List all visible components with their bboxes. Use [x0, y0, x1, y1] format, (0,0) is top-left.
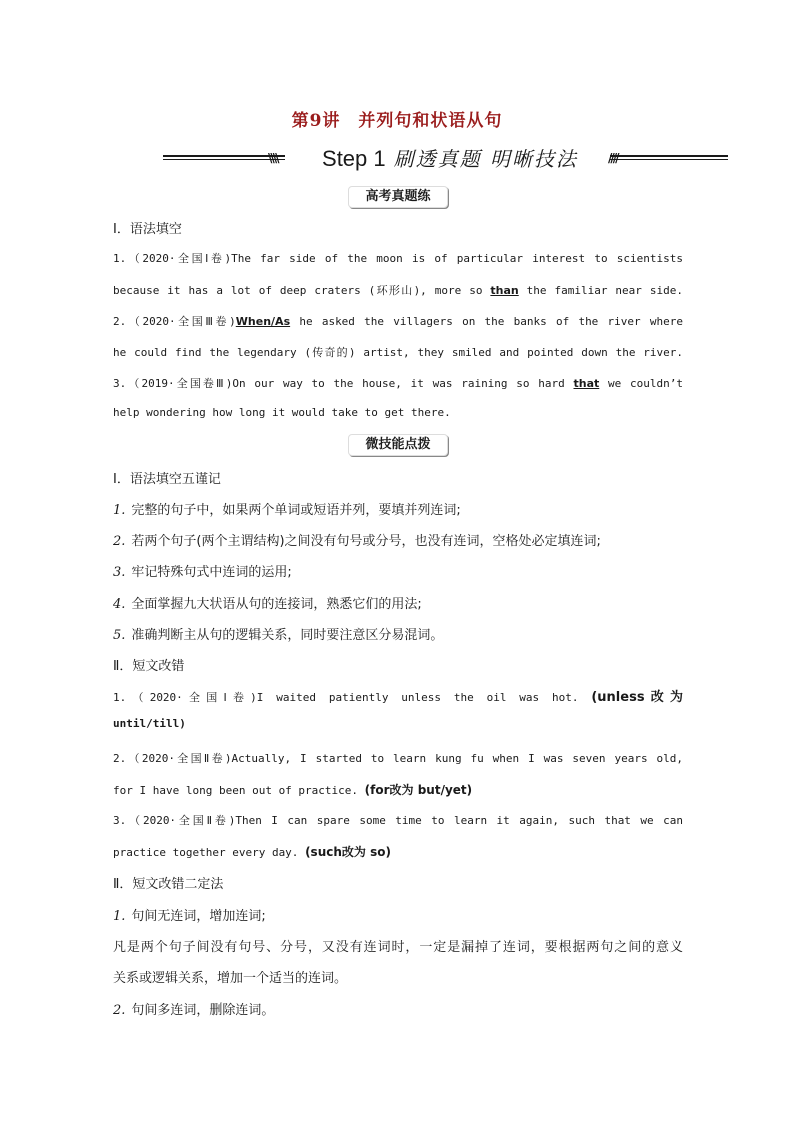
question-2-line-a: 2.（2020·全国Ⅲ卷)When/As he asked the villagers on the banks of the river where	[113, 315, 683, 328]
question-2-line-b: he could find the legendary (传奇的) artist, they smiled and pointed down the river.	[113, 346, 683, 359]
method-1-desc-b: 关系或逻辑关系，增加一个适当的连词。	[113, 971, 348, 986]
method-item: 2. 句间多连词，删除连词。	[113, 1003, 275, 1018]
tip-item: 4. 全面掌握九大状语从句的连接词，熟悉它们的用法;	[113, 597, 422, 612]
step-subtitle: 刷透真题 明晰技法	[393, 147, 578, 171]
tip-item: 1. 完整的句子中，如果两个单词或短语并列，要填并列连词;	[113, 503, 461, 518]
step-label: Step 1	[322, 146, 386, 171]
method-1-desc-a: 凡是两个句子间没有句号、分号，又没有连词时，一定是漏掉了连词，要根据两句之间的意义	[113, 940, 683, 955]
answer-when-as: When/As	[235, 315, 291, 328]
section-heading-grammar-fill: Ⅰ．语法填空	[113, 222, 182, 237]
answer-than: than	[490, 284, 519, 297]
section-heading-error-correction: Ⅱ．短文改错	[113, 659, 185, 674]
section-box-micro-skills: 微技能点拨	[348, 434, 448, 456]
error-3-line-a: 3.（2020·全国Ⅱ卷)Then I can spare some time to learn it again, such that we can	[113, 814, 683, 827]
hatch-left-icon: \\\\	[268, 151, 278, 165]
step-heading	[300, 143, 600, 172]
section-heading-five-rules: Ⅰ．语法填空五谨记	[113, 472, 221, 487]
step-rule-left	[163, 155, 285, 162]
step-rule-right	[610, 155, 728, 162]
section-heading-two-methods: Ⅱ．短文改错二定法	[113, 877, 224, 892]
question-3-line-b: help wondering how long it would take to get there.	[113, 406, 451, 419]
question-1-line-a: 1.（2020·全国Ⅰ卷)The far side of the moon is of particular interest to scientists	[113, 252, 683, 265]
tip-item: 2. 若两个句子(两个主谓结构)之间没有句号或分号，也没有连词，空格处必定填连词;	[113, 534, 601, 549]
method-item: 1. 句间无连词，增加连词;	[113, 909, 266, 924]
error-1-line-b: until/till)	[113, 717, 186, 730]
hatch-right-icon: ////	[608, 151, 618, 165]
question-3-line-a: 3.（2019·全国卷Ⅲ)On our way to the house, it was raining so hard that we couldn’t	[113, 377, 683, 390]
tip-item: 5. 准确判断主从句的逻辑关系，同时要注意区分易混词。	[113, 628, 444, 643]
error-1-line-a: 1.（2020·全国Ⅰ卷)I waited patiently unless the oil was hot. (unless改为	[113, 690, 684, 705]
error-2-line-a: 2.（2020·全国Ⅱ卷)Actually, I started to learn kung fu when I was seven years old,	[113, 752, 683, 765]
answer-that: that	[573, 377, 600, 390]
page-title: 第9讲 并列句和状语从句	[291, 111, 503, 131]
error-2-line-b: for I have long been out of practice. (for改为 but/yet)	[113, 783, 473, 797]
error-3-line-b: practice together every day. (such改为 so)	[113, 845, 391, 859]
question-1-line-b: because it has a lot of deep craters (环形山), more so than the familiar near side.	[113, 284, 683, 297]
section-box-real-exams: 高考真题练	[348, 186, 448, 208]
tip-item: 3. 牢记特殊句式中连词的运用;	[113, 565, 292, 580]
